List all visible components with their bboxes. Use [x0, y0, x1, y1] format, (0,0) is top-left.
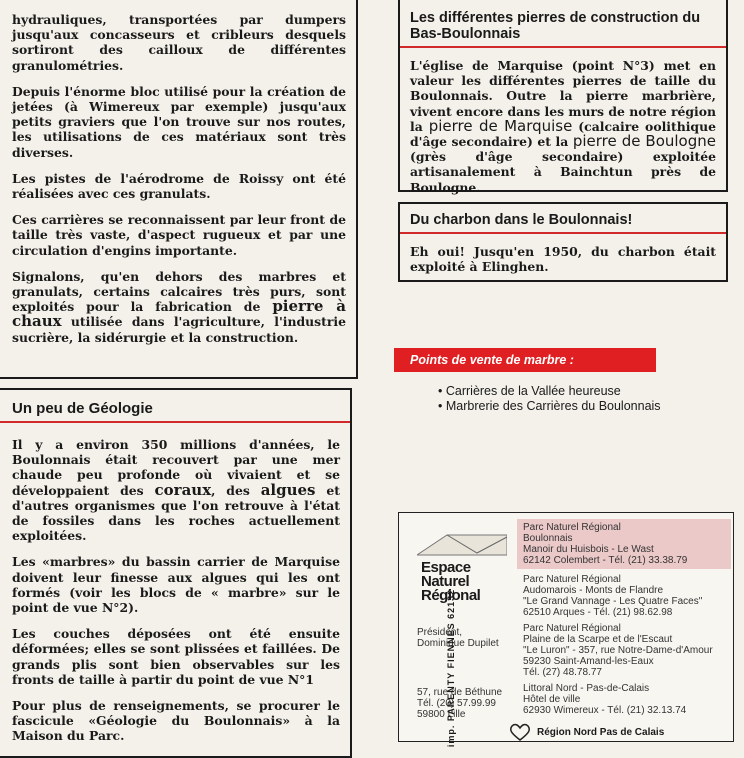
espace-naturel-logo: Espace Naturel Régional: [417, 533, 507, 603]
paragraph: Pour plus de renseignements, se procurer le fascicule «Géologie du Boulonnais» à la Maison du Parc.: [12, 698, 340, 744]
region-logo: Région Nord Pas de Calais: [509, 723, 664, 741]
heart-icon: [509, 723, 531, 741]
paragraph: Eh oui! Jusqu'en 1950, du charbon était exploité à Elinghen.: [410, 244, 716, 275]
paragraph: Les pistes de l'aérodrome de Roissy ont été réalisées avec ces granulats.: [12, 170, 346, 202]
pierres-panel: [398, 0, 728, 195]
paragraph: Les couches déposées ont été ensuite déformées; elles se sont plissées et faillées. De grands plis sont bien observables sur les fronts de taille à partir du point de vue N°1: [12, 626, 340, 687]
section-title: Du charbon dans le Boulonnais!: [410, 212, 633, 228]
list-item: • Carrières de la Vallée heureuse: [438, 384, 621, 398]
left-top-panel: [0, 0, 358, 379]
paragraph: Depuis l'énorme bloc utilisé pour la création de jetées (à Wimereux par exemple) jusqu'aux petits graviers que l'on trouve sur nos routes, les utilisations de ces matériaux sont très diverses.: [12, 83, 346, 160]
paragraph: Signalons, qu'en dehors des marbres et granulats, certains calcaires très purs, sont exploités pour la fabrication de pierre à chaux utilisée dans l'agriculture, l'industrie sucrière, la sidérurgie et la construction.: [12, 268, 346, 345]
points-de-vente-badge: Points de vente de marbre :: [394, 348, 656, 372]
park-entry: Parc Naturel Régional Audomarois - Monts de Flandre "Le Grand Vannage - Les Quatre Faces" 62510 Arques - Tél. (21) 98.62.98: [523, 574, 703, 618]
geologie-panel: [0, 388, 352, 758]
president-block: Président, Dominique Dupilet: [417, 627, 499, 649]
title-rule: [400, 232, 726, 234]
park-entry: Parc Naturel Régional Boulonnais Manoir du Huisbois - Le Wast 62142 Colembert - Tél. (21) 33.38.79: [523, 522, 688, 566]
imprint-text: imp. PARENTY FIENNES 62132: [446, 588, 456, 748]
section-title: Un peu de Géologie: [12, 400, 153, 417]
vente-list: [438, 384, 661, 414]
section-title: Les différentes pierres de construction du Bas-Boulonnais: [410, 10, 701, 42]
paragraph: Ces carrières se reconnaissent par leur front de taille très vaste, d'aspect rugueux et par une circulation d'engins importante.: [12, 212, 346, 258]
charbon-panel: [398, 202, 728, 282]
paragraph: Il y a environ 350 millions d'années, le Boulonnais était recouvert par une mer chaude peu profonde où vivaient et se développaient des coraux, des algues et d'autres organismes que l'on retrouve à l'état de fossiles dans les roches actuellement exploitées.: [12, 437, 340, 544]
paragraph: L'église de Marquise (point N°3) met en valeur les différentes pierres de taille du Boulonnais. Outre la pierre marbrière, vivent encore dans les murs de notre région la pierre de Marquise (calcaire oolithique d'âge secondaire) et la pierre de Boulogne (grès d'âge secondaire) exploitée artisanalement à Bainchtun près de Boulogne.: [410, 58, 716, 195]
paragraph: Les «marbres» du bassin carrier de Marquise doivent leur finesse aux algues qui les ont formés (voir les blocs de « marbre» sur le point de vue N°2).: [12, 554, 340, 616]
address-block: 57, rue de Béthune Tél. (20) 57.99.99 59800 Lille: [417, 687, 503, 720]
emphasis: pierre à chaux: [12, 297, 346, 331]
title-rule: [0, 421, 350, 423]
paragraph: hydrauliques, transportées par dumpers jusqu'aux concasseurs et cribleurs desquels sortiront des cailloux de différentes granulométries.: [12, 12, 346, 73]
list-item: • Marbrerie des Carrières du Boulonnais: [438, 399, 661, 413]
park-entry: Parc Naturel Régional Plaine de la Scarpe et de l'Escaut "Le Luron" - 357, rue Notre-Dame-d'Amour 59230 Saint-Amand-les-Eaux Tél. (27) 48.78.77: [523, 623, 713, 678]
title-rule: [400, 46, 726, 48]
park-entry: Littoral Nord - Pas-de-Calais Hôtel de ville 62930 Wimereux - Tél. (21) 32.13.74: [523, 683, 687, 716]
footer-card: [398, 512, 734, 748]
